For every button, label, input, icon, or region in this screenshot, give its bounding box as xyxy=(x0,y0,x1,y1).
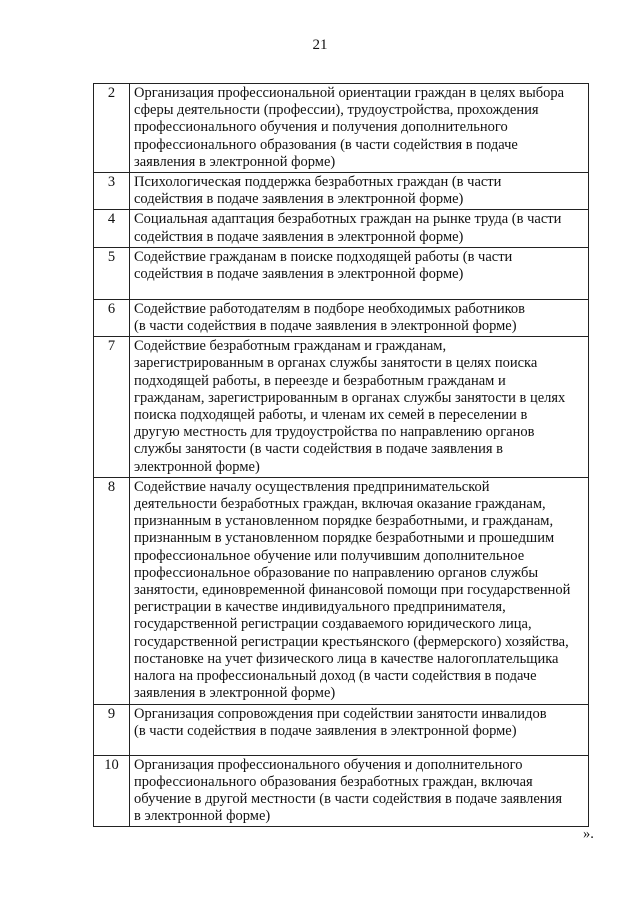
table-row xyxy=(94,704,589,755)
table-row xyxy=(94,755,589,827)
table-row xyxy=(94,247,589,299)
row-number: 3 xyxy=(94,173,130,210)
service-description: Организация профессионального обучения и дополнительного профессионального образования безработных граждан, включая обучение в другой местности (в части содействия в подаче заявления в электронной форме) xyxy=(130,755,589,827)
table-row xyxy=(94,173,589,210)
row-number: 7 xyxy=(94,337,130,478)
row-number: 8 xyxy=(94,477,130,704)
service-description: Содействие работодателям в подборе необходимых работников (в части содействия в подаче заявления в электронной форме) xyxy=(130,299,589,336)
page-number: 21 xyxy=(312,37,328,53)
service-description: Содействие безработным гражданам и гражданам, зарегистрированным в органах службы занятости в целях поиска подходящей работы, в переезде и безработным гражданам и гражданам, зарегистрированным в органах службы занятости в целях поиска подходящей работы, и членам их семей в переселении в другую местность для трудоустройства по направлению органов службы занятости (в части содействия в подаче заявления в электронной форме) xyxy=(130,337,589,478)
service-description: Содействие гражданам в поиске подходящей работы (в части содействия в подаче заявления в электронной форме) xyxy=(130,247,589,299)
service-description: Организация сопровождения при содействии занятости инвалидов (в части содействия в подаче заявления в электронной форме) xyxy=(130,704,589,755)
service-description: Социальная адаптация безработных граждан на рынке труда (в части содействия в подаче заявления в электронной форме) xyxy=(130,210,589,247)
row-number: 10 xyxy=(94,755,130,827)
table-row xyxy=(94,210,589,247)
service-description: Организация профессиональной ориентации граждан в целях выбора сферы деятельности (профессии), трудоустройства, прохождения профессионального обучения и получения дополнительного профессионального образования (в части содействия в подаче заявления в электронной форме) xyxy=(130,84,589,173)
table-row xyxy=(94,337,589,478)
row-number: 9 xyxy=(94,704,130,755)
row-number: 2 xyxy=(94,84,130,173)
row-number: 6 xyxy=(94,299,130,336)
table-row xyxy=(94,84,589,173)
table-row xyxy=(94,299,589,336)
closing-quote: ». xyxy=(583,826,594,842)
service-description: Психологическая поддержка безработных граждан (в части содействия в подаче заявления в электронной форме) xyxy=(130,173,589,210)
table-row xyxy=(94,477,589,704)
row-number: 5 xyxy=(94,247,130,299)
services-table xyxy=(93,83,589,827)
service-description: Содействие началу осуществления предпринимательской деятельности безработных граждан, включая оказание гражданам, признанным в установленном порядке безработными, и гражданам, признанным в установленном порядке безработными и прошедшим профессиональное обучение или получившим дополнительное профессиональное образование по направлению органов службы занятости, единовременной финансовой помощи при государственной регистрации в качестве индивидуального предпринимателя, государственной регистрации создаваемого юридического лица, государственной регистрации крестьянского (фермерского) хозяйства, постановке на учет физического лица в качестве налогоплательщика налога на профессиональный доход (в части содействия в подаче заявления в электронной форме) xyxy=(130,477,589,704)
row-number: 4 xyxy=(94,210,130,247)
